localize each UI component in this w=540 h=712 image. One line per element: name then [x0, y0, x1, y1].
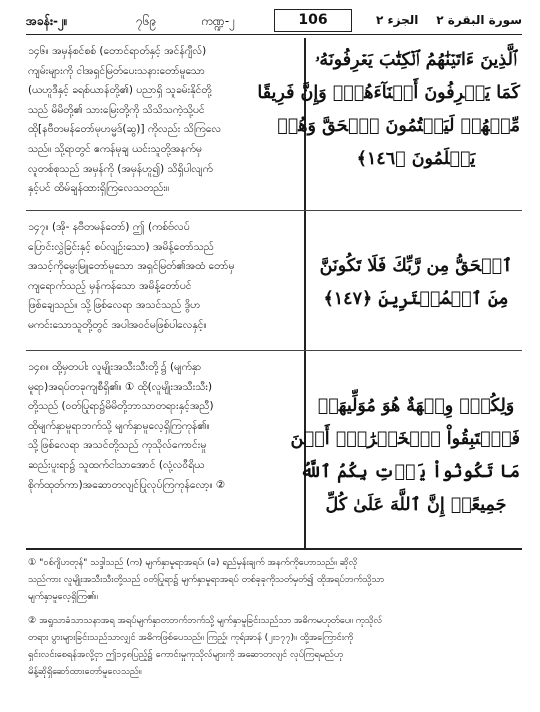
- translation-line: ၁၄၆။ အမှန်စင်စစ် (တောင်ရာတ်နှင့် အင်န်ဂျီလ်): [28, 45, 207, 57]
- translation-line: မကင်းသောသူတို့တွင် အပါအဝင်မဖြစ်ပါလေနှင့်။: [28, 318, 207, 331]
- verse-148-arabic: [290, 390, 520, 522]
- translation-line: ဖြစ်ချေသည်။ သို့ဖြစ်လေရာ အသင်သည် ဒွိဟ: [28, 299, 201, 312]
- page-number: 106: [274, 9, 352, 32]
- footnote-line: သည်ကား လူမျိုးအသီးသီးတို့သည် ဝတ်ပြုရာ၌ မျက်နှာမူရာအရပ် တစ်ခုခုကိုသတ်မှတ်၍ ထိုအရပ်ဘက်သို့သာ: [28, 574, 385, 585]
- translation-line: ထိုမျက်နှာမူရာဘက်သို့ မျက်နှာမူလေ့ရှိကြကုန်၏။: [28, 419, 210, 432]
- translation-line: အသင့်ကိုမွေးမြူတော်မူသော အရှင်မြတ်၏အထံ တော်မှ: [28, 260, 235, 273]
- arabic-line: فَٱسۡتَبِقُواْ ٱلۡخَيۡرَٰتِۚ أَيۡنَ: [290, 429, 520, 449]
- verse-grid: [26, 38, 522, 536]
- verse-separator: [26, 210, 522, 211]
- translation-line: တို့သည် (ဝတ်ပြုရာ၌မိမိတို့ဘာသာတရားနှင့်အညီ): [28, 400, 214, 413]
- arabic-line: مَا تَكُونُواْ يَأۡتِ بِكُمُ ٱللَّهُ: [300, 462, 520, 482]
- footnote-line: ရှင်းလင်းစေရန်အလို့ငှာ ဤ၁၄၈ပြည့်၌ ကောင်းမှုကုသိုလ်များကို အဆောတလျင် လုပ်ကြရမည်ဟု: [28, 649, 343, 660]
- verse-148-translation: [28, 358, 300, 495]
- translation-line: သည် မိမိတို့၏ သားမြေးတို့ကို သိသိသကဲ့သို့ပင်: [28, 103, 205, 116]
- page-header: [26, 8, 522, 35]
- arabic-line: جَمِيعًاۚ إِنَّ ٱللَّهَ عَلَىٰ كُلِّ: [325, 495, 507, 515]
- verse-147-translation: [28, 218, 300, 336]
- footnote-line: ① "ဝစ်ဂျိဟတုန်" သဒ္ဒါသည် (က) မျက်နှာမူရာအရပ်၊ (ခ) ရည်မှန်းချက် အနက်ကိုဟောသည်။ ဆိုလို: [28, 557, 358, 568]
- translation-line: မူရာ)အရပ်တခုကျစီရှိ၏။ ① ထို(လူမျိုးအသီးသီး): [28, 380, 213, 393]
- translation-line: (ယဟူဒီနှင့် ခရစ်ယာန်တို့၏) ပညာရှိ သူခမ်းနိုင်တို့: [28, 84, 212, 97]
- arabic-line: مِّنۡهُمۡ لَيَكۡتُمُونَ ٱلۡحَقَّ وَهُمۡ: [277, 116, 520, 136]
- verse-146-arabic: [257, 44, 520, 176]
- footnote-1: [28, 554, 522, 605]
- footnote-line: ② အရှုသာခံသာသနာအရ အရပ်မျက်နှာတဘက်ဘက်သို့ မျက်နှာမူခြင်းသည်သာ အဓိကမဟုတ်ပေ။ ကုသိုလ်: [28, 615, 383, 626]
- translation-line: စိုက်ထုတ်ကာ)အဆောတလျင်ပြုလုပ်ကြကုန်လော့။ ②: [28, 478, 226, 491]
- translation-line: သို့ဖြစ်လေရာ အသင်တို့သည် ကုသိုလ်ကောင်းမှု: [28, 439, 207, 452]
- arabic-line: كَمَا يَعۡرِفُونَ أَبۡنَآءَهُمۡۖ وَإِنَّ فَرِيقًا: [257, 83, 520, 103]
- arabic-line: وَلِكُلّٖ وِجۡهَةٌ هُوَ مُوَلِّيهَاۖ: [317, 396, 515, 416]
- mushaf-page: [26, 8, 522, 698]
- footnote-line: တရား ပွားများခြင်းသည်သာလျှင် အဓိကဖြစ်ပေသည်။ ကြည့်၊ ကုရ်အာန် (၂း၁၇၇)။ ထို့အကြောင်းကို: [28, 632, 354, 643]
- arabic-line: يَعۡلَمُونَ ﴿١٤٦﴾: [356, 149, 476, 169]
- footnote-line: မျက်နှာမူလေ့ရှိကြ၏။: [28, 591, 98, 602]
- footnote-line: မိန့်ဆိုရှိဆော်ထားတော်မူလေသည်။: [28, 666, 142, 677]
- arabic-line: ٱلۡحَقُّ مِن رَّبِّكَ فَلَا تَكُونَنَّ: [319, 256, 513, 276]
- translation-line: သည်။ သို့ရာတွင် ဧကန်မုချ ယင်းသူတို့အနက်မှ: [28, 142, 202, 155]
- chapter-label: အခန်း-၂။: [26, 14, 68, 28]
- verse-count-label: ၇၆၉: [136, 14, 157, 28]
- footnote-separator: [26, 548, 522, 550]
- footnote-2: [28, 612, 522, 680]
- juz-label: الجزء ٢: [376, 13, 419, 27]
- arabic-line: ٱلَّذِينَ ءَاتَيۡنَٰهُمُ ٱلۡكِتَٰبَ يَعۡرِفُونَهُۥ: [315, 50, 517, 70]
- translation-line: ထို[နဗီတမန်တော်မုဟမ္မဒ်(ဆွ)] ကိုလည်း သိကြလေ: [28, 123, 222, 136]
- translation-line: ကျမ်းများကို ငါအရှင်မြတ်ပေးသနားတော်မူသော: [28, 64, 206, 77]
- verse-146-translation: [28, 42, 300, 199]
- translation-line: ၁၄၇။ (အို- နဗီတမန်တော်) ဤ (ကစ်ဗ်လပ်: [28, 221, 190, 233]
- translation-line: ကျရောက်သည့် မှန်ကန်သော အမိန့်တော်ပင်: [28, 279, 192, 292]
- translation-line: နှင့်ပင် ထိမ်ချန်ထားရှိကြလေသတည်း။: [28, 182, 170, 195]
- translation-line: ပြောင်းလွှဲခြင်းနှင့် စပ်လျဉ်းသော) အမိန့်တော်သည်: [28, 240, 214, 253]
- translation-line: လူတစ်စုသည် အမှန်ကို (အမှန်ဟူ၍) သိရှိပါလျက်: [28, 162, 213, 175]
- verse-147-arabic: [312, 250, 520, 316]
- verse-separator: [26, 350, 522, 351]
- surah-label: سورة البقرة ٢: [436, 13, 522, 27]
- translation-line: ဆည်းပူးရာ၌ သူထက်ငါသာအောင် (လုံ့လဝီရိယ: [28, 458, 205, 471]
- section-label: ကဏ္ဍ-၂: [201, 14, 236, 28]
- translation-line: ၁၄၈။ ထို့မှတပါး လူမျိုးအသီးသီးတို့၌ (မျက်နှာ: [28, 361, 202, 373]
- arabic-line: مِنَ ٱلۡمُمۡتَرِينَ ﴿١٤٧﴾: [323, 289, 509, 309]
